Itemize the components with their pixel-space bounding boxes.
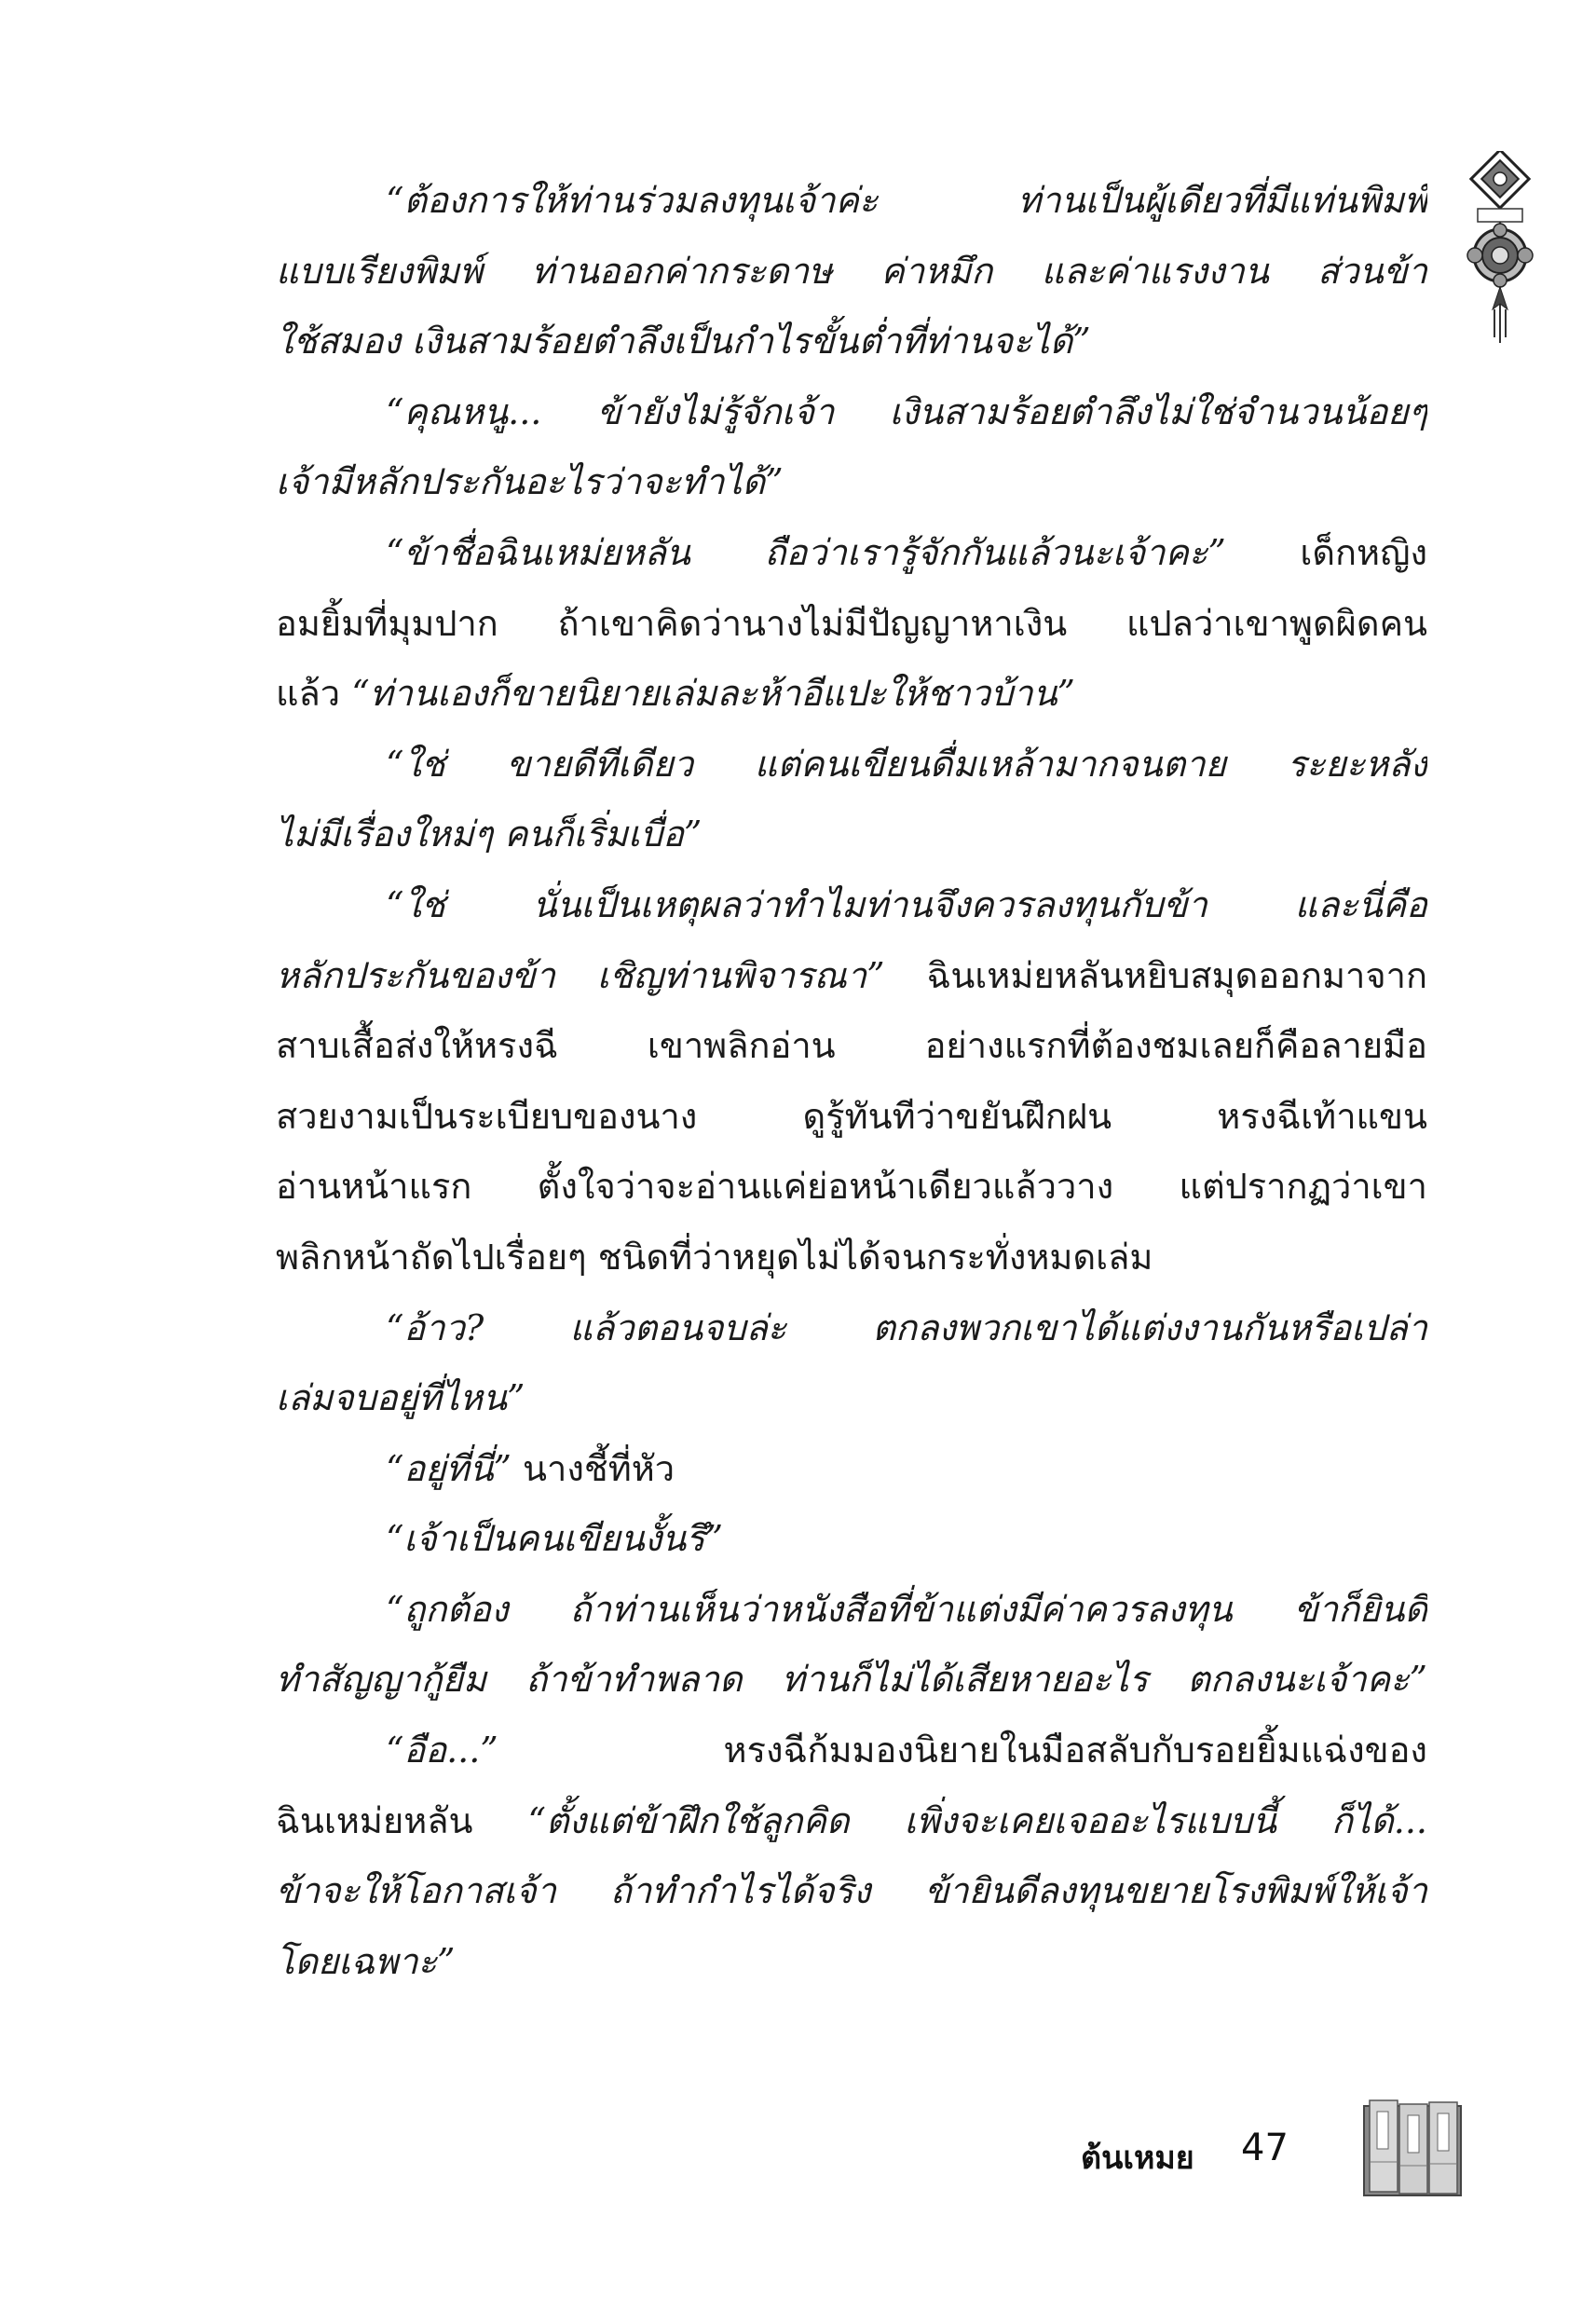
narration-text: ฉินเหม่ยหลัน bbox=[276, 1799, 528, 1841]
dialogue-text: โดยเฉพาะ” bbox=[276, 1940, 456, 1982]
narration-text: สาบเสื้อส่งให้หรงฉี เขาพลิกอ่าน อย่างแรกที่ต้องชมเลยก็คือลายมือ bbox=[276, 1025, 1427, 1067]
narration-text: อ่านหน้าแรก ตั้งใจว่าจะอ่านแค่ย่อหน้าเดียวแล้ววาง แต่ปรากฏว่าเขา bbox=[276, 1166, 1427, 1208]
text-line bbox=[276, 1434, 1427, 1505]
narration-text: อมยิ้มที่มุมปาก ถ้าเขาคิดว่านางไม่มีปัญญาหาเงิน แปลว่าเขาพูดผิดคน bbox=[276, 602, 1427, 644]
dialogue-text: “เจ้าเป็นคนเขียนงั้นรึ” bbox=[386, 1518, 724, 1560]
text-line bbox=[276, 166, 1427, 237]
dialogue-text: ใช้สมอง เงินสามร้อยตำลึงเป็นกำไรขั้นต่ำที่ท่านจะได้” bbox=[276, 321, 1091, 362]
narration-text: นางชี้ที่หัว bbox=[511, 1447, 675, 1489]
text-line bbox=[276, 237, 1427, 308]
text-line bbox=[276, 1575, 1427, 1646]
text-line bbox=[276, 1082, 1427, 1153]
page-number: 47 bbox=[1241, 2126, 1289, 2169]
dialogue-text: “คุณหนู... ข้ายังไม่รู้จักเจ้า เงินสามร้อยตำลึงไม่ใช่จำนวนน้อยๆ bbox=[386, 390, 1427, 432]
text-line bbox=[276, 518, 1427, 589]
text-line bbox=[276, 1716, 1427, 1786]
narration-text: เด็กหญิง bbox=[1225, 531, 1427, 573]
dialogue-text: “ใช่ ขายดีทีเดียว แต่คนเขียนดื่มเหล้ามากจนตาย ระยะหลัง bbox=[386, 743, 1427, 785]
narration-text: พลิกหน้าถัดไปเรื่อยๆ ชนิดที่ว่าหยุดไม่ได้จนกระทั่งหมดเล่ม bbox=[276, 1236, 1153, 1278]
text-line bbox=[276, 1223, 1427, 1293]
text-line bbox=[276, 659, 1427, 730]
dialogue-text: “อ้าว? แล้วตอนจบล่ะ ตกลงพวกเขาได้แต่งงานกันหรือเปล่า bbox=[386, 1306, 1427, 1348]
text-line bbox=[276, 1293, 1427, 1364]
dialogue-text: “อือ...” bbox=[386, 1730, 498, 1771]
text-line bbox=[276, 589, 1427, 660]
text-line bbox=[276, 1363, 1427, 1434]
text-line bbox=[276, 1504, 1427, 1575]
running-footer-title: ต้นเหมย bbox=[1081, 2140, 1194, 2177]
text-line bbox=[276, 447, 1427, 518]
body-text bbox=[276, 166, 1427, 1997]
text-line bbox=[276, 730, 1427, 800]
text-line bbox=[276, 870, 1427, 941]
chinese-knot-ornament-icon bbox=[1466, 151, 1534, 343]
dialogue-text: “ต้องการให้ท่านร่วมลงทุนเจ้าค่ะ ท่านเป็นผู้เดียวที่มีแท่นพิมพ์ bbox=[386, 180, 1427, 221]
dialogue-text: ทำสัญญากู้ยืม ถ้าข้าทำพลาด ท่านก็ไม่ได้เสียหายอะไร ตกลงนะเจ้าคะ” bbox=[276, 1659, 1427, 1701]
narration-text: ฉินเหม่ยหลันหยิบสมุดออกมาจาก bbox=[884, 954, 1427, 996]
text-line bbox=[276, 307, 1427, 377]
dialogue-text: ไม่มีเรื่องใหม่ๆ คนก็เริ่มเบื่อ” bbox=[276, 814, 703, 855]
text-line bbox=[276, 1856, 1427, 1927]
text-line bbox=[276, 1152, 1427, 1223]
text-line bbox=[276, 800, 1427, 870]
text-line bbox=[276, 1786, 1427, 1857]
dialogue-text: “ข้าชื่อฉินเหม่ยหลัน ถือว่าเรารู้จักกันแล้วนะเจ้าคะ” bbox=[386, 531, 1226, 573]
dialogue-text: เจ้ามีหลักประกันอะไรว่าจะทำได้” bbox=[276, 461, 784, 503]
dialogue-text: เล่มจบอยู่ที่ไหน” bbox=[276, 1377, 525, 1419]
narration-text: แล้ว bbox=[276, 673, 352, 715]
page-footer bbox=[1081, 2097, 1472, 2199]
book-stack-icon bbox=[1360, 2097, 1465, 2199]
dialogue-text: “ท่านเองก็ขายนิยายเล่มละห้าอีแปะให้ชาวบ้าน” bbox=[351, 673, 1075, 715]
dialogue-text: แบบเรียงพิมพ์ ท่านออกค่ากระดาษ ค่าหมึก และค่าแรงงาน ส่วนข้า bbox=[276, 250, 1427, 292]
dialogue-text: “อยู่ที่นี่” bbox=[386, 1447, 512, 1489]
dialogue-text: ข้าจะให้โอกาสเจ้า ถ้าทำกำไรได้จริง ข้ายินดีลงทุนขยายโรงพิมพ์ให้เจ้า bbox=[276, 1870, 1427, 1912]
text-line bbox=[276, 1645, 1427, 1716]
narration-text: สวยงามเป็นระเบียบของนาง ดูรู้ทันทีว่าขยันฝึกฝน หรงฉีเท้าแขน bbox=[276, 1095, 1427, 1137]
dialogue-text: “ใช่ นั่นเป็นเหตุผลว่าทำไมท่านจึงควรลงทุนกับข้า และนี่คือ bbox=[386, 883, 1427, 925]
text-line bbox=[276, 941, 1427, 1012]
text-line bbox=[276, 1011, 1427, 1082]
dialogue-text: “ตั้งแต่ข้าฝึกใช้ลูกคิด เพิ่งจะเคยเจออะไรแบบนี้ ก็ได้... bbox=[527, 1799, 1427, 1841]
dialogue-text: “ถูกต้อง ถ้าท่านเห็นว่าหนังสือที่ข้าแต่งมีค่าควรลงทุน ข้าก็ยินดี bbox=[386, 1588, 1427, 1630]
dialogue-text: หลักประกันของข้า เชิญท่านพิจารณา” bbox=[276, 954, 885, 996]
text-line bbox=[276, 1927, 1427, 1998]
text-line bbox=[276, 377, 1427, 448]
narration-text: หรงฉีก้มมองนิยายในมือสลับกับรอยยิ้มแฉ่งของ bbox=[498, 1730, 1427, 1771]
